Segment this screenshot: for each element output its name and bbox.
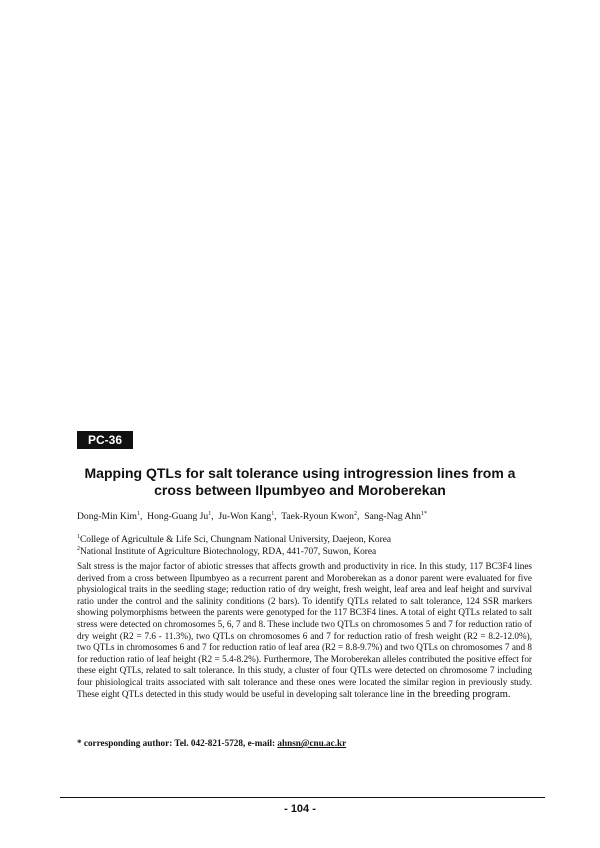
corresponding-author: * corresponding author: Tel. 042-821-5728, e-mail: ahnsn@cnu.ac.kr	[77, 738, 347, 748]
title-line-1: Mapping QTLs for salt tolerance using introgression lines from a	[84, 465, 516, 481]
footer-divider	[60, 797, 545, 798]
abstract-text: Salt stress is the major factor of abiotic stresses that affects growth and productivity in rice. In this study, 117 BC3F4 lines derived from a cross between Ilpumbyeo as a recurrent parent and Moroberekan as a donor parent were evaluated for five physiological traits in the seedling stage; reduction ratio of dry weight, fresh weight, leaf area and leaf height and survival ratio under the control and the salinity conditions (2 bars). To identify QTLs related to salt tolerance, 124 SSR markers showing polymorphisms between the parents were genotyped for the 117 BC3F4 lines. A total of eight QTLs related to salt stress were detected on chromosomes 5, 6, 7 and 8. These include two QTLs on chromosomes 5 and 7 for reduction ratio of dry weight (R2 = 7.6 - 11.3%), two QTLs on chromosomes 6 and 7 for reduction ratio of fresh weight (R2 = 8.2-12.0%), two QTLs in chromosomes 6 and 7 for reduction ratio of leaf area (R2 = 8.8-9.7%) and two QTLs on chromosomes 7 and 8 for reduction ratio of leaf height (R2 = 5.4-8.2%). Furthermore, The Moroberekan alleles contributed the positive effect for these eight QTLs, related to salt tolerance. In this study, a cluster of four QTLs were detected on chromosome 7 including four phisiological traits associated with salt tolerance and these ones were located the similar region in previously study. These eight QTLs detected in this study would be useful in developing salt tolerance line in the breeding program.	[77, 561, 532, 700]
author: Sang-Nag Ahn$^{1*}$	[364, 511, 427, 522]
affiliation: $^1$College of Agricultule & Life Sci, Chungnam National University, Daejeon, Korea	[77, 534, 392, 545]
author: Dong-Min Kim$^1$	[77, 511, 140, 522]
email-link[interactable]: ahnsn@cnu.ac.kr	[277, 738, 347, 748]
author: Hong-Guang Ju$^1$	[147, 511, 212, 522]
session-badge: PC-36	[77, 431, 133, 449]
author-list: Dong-Min Kim$^1$, Hong-Guang Ju$^1$, Ju-Won Kang$^1$, Taek-Ryoun Kwon$^2$, Sang-Nag Ahn$^{1*}$	[77, 511, 427, 522]
paper-title	[60, 465, 540, 499]
title-line-2: cross between Ilpumbyeo and Moroberekan	[154, 482, 446, 498]
author: Ju-Won Kang$^1$	[218, 511, 275, 522]
page-number: - 104 -	[284, 803, 316, 815]
author: Taek-Ryoun Kwon$^2$	[281, 511, 357, 522]
affiliation: $^2$National Institute of Agriculture Biotechnology, RDA, 441-707, Suwon, Korea	[77, 546, 377, 557]
